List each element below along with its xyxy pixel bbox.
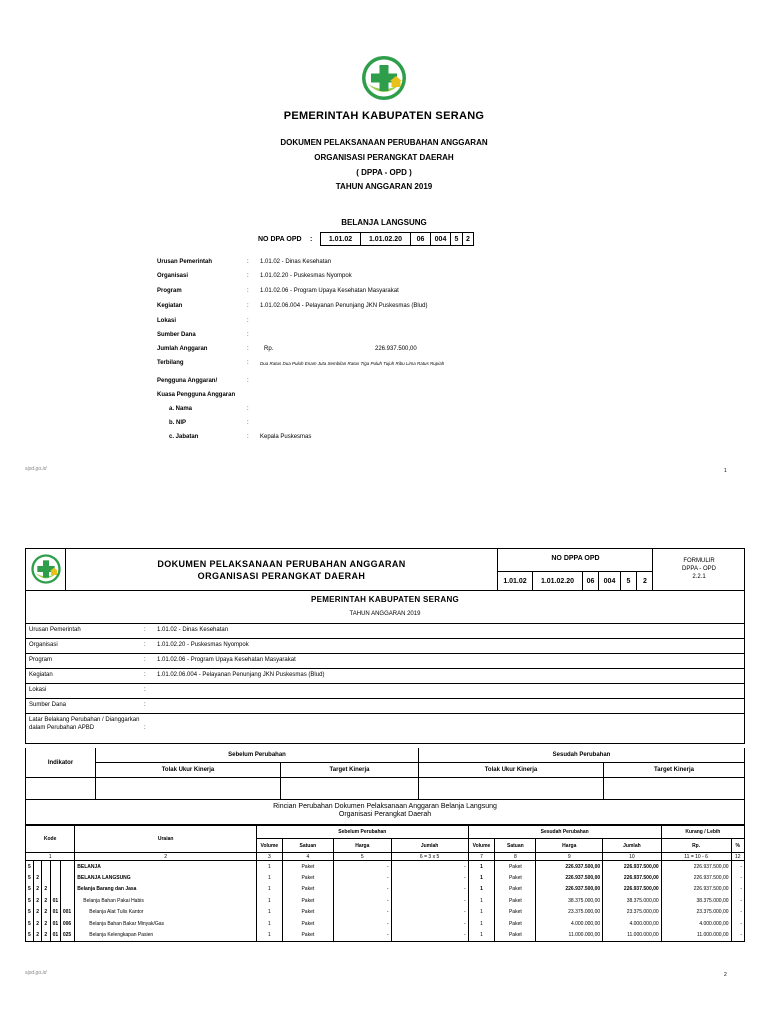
kode-cell: 01 bbox=[50, 895, 60, 907]
doc-title-line: ( DPPA - OPD ) bbox=[356, 168, 412, 177]
info-row bbox=[157, 360, 557, 370]
sesudah-header: Sesudah Perubahan bbox=[419, 748, 744, 763]
info-row bbox=[157, 420, 557, 430]
col-number: 8 bbox=[495, 853, 536, 861]
kode-cell: 5 bbox=[26, 872, 34, 884]
kode-cell: 2 bbox=[34, 884, 42, 896]
col-number: 10 bbox=[603, 853, 662, 861]
kode-cell bbox=[50, 872, 60, 884]
indikator-empty bbox=[281, 778, 419, 799]
tahun-anggaran: TAHUN ANGGARAN 2019 bbox=[349, 611, 421, 617]
info-row bbox=[157, 318, 557, 328]
jumlah-cell: 226.937.500,00 bbox=[603, 884, 662, 896]
col-number: 6 = 3 x 5 bbox=[391, 853, 468, 861]
tolak-ukur-header: Tolak Ukur Kinerja bbox=[419, 763, 604, 778]
kurang-lebih-header: Kurang / Lebih bbox=[661, 826, 744, 839]
terbilang-value: Dua Ratus Dua Puluh Enam Juta Sembilan Ratus Tiga Puluh Tujuh Ribu Lima Ratus Rupiah bbox=[260, 361, 445, 366]
satuan-cell: Paket bbox=[282, 907, 333, 919]
info-key: b. NIP bbox=[169, 420, 187, 426]
no-dppa-box: 004 bbox=[599, 572, 621, 590]
satuan-cell: Paket bbox=[282, 918, 333, 930]
selisih-pct-cell: - bbox=[731, 895, 744, 907]
selisih-rp-cell: 38.375.000,00 bbox=[661, 895, 731, 907]
uraian-cell: Belanja Alat Tulis Kantor bbox=[75, 907, 257, 919]
kode-cell: 5 bbox=[26, 884, 34, 896]
belanja-heading: BELANJA LANGSUNG bbox=[341, 218, 427, 227]
jumlah-cell: 11.000.000,00 bbox=[603, 930, 662, 942]
kode-cell bbox=[60, 884, 74, 896]
kode-cell bbox=[42, 872, 50, 884]
harga-cell: - bbox=[334, 872, 392, 884]
satuan-cell: Paket bbox=[495, 907, 536, 919]
info-row bbox=[25, 699, 745, 714]
info-colon: : bbox=[247, 420, 249, 426]
page-1 bbox=[0, 0, 768, 490]
harga-cell: 4.000.000,00 bbox=[536, 918, 603, 930]
satuan-cell: Paket bbox=[282, 872, 333, 884]
info-value: 1.01.02.06 - Program Upaya Kesehatan Masyarakat bbox=[260, 288, 399, 294]
info-row bbox=[25, 654, 745, 669]
kode-cell: 2 bbox=[34, 918, 42, 930]
uraian-header: Uraian bbox=[75, 826, 257, 853]
info-value: 1.01.02 - Dinas Kesehatan bbox=[157, 627, 229, 633]
col-number: 7 bbox=[468, 853, 495, 861]
jumlah-cell: 23.375.000,00 bbox=[603, 907, 662, 919]
harga-cell: 226.937.500,00 bbox=[536, 872, 603, 884]
info-value: Rp. bbox=[264, 346, 274, 352]
doc-title-line: ORGANISASI PERANGKAT DAERAH bbox=[197, 571, 366, 581]
kode-cell: 025 bbox=[60, 930, 74, 942]
no-dpa-label: NO DPA OPD bbox=[258, 235, 302, 243]
no-dppa-label: NO DPPA OPD bbox=[551, 555, 600, 562]
kode-cell bbox=[42, 861, 50, 873]
kode-cell: 2 bbox=[42, 884, 50, 896]
selisih-rp-cell: 226.937.500,00 bbox=[661, 872, 731, 884]
health-emblem-icon bbox=[360, 54, 408, 102]
table-row bbox=[26, 884, 745, 896]
info-value: 1.01.02.06.004 - Pelayanan Penunjang JKN Puskesmas (Blud) bbox=[157, 672, 325, 678]
info-colon: : bbox=[247, 378, 249, 384]
harga-cell: - bbox=[334, 907, 392, 919]
selisih-pct-cell: - bbox=[731, 872, 744, 884]
no-dpa-colon: : bbox=[310, 235, 313, 243]
satuan-cell: Paket bbox=[495, 918, 536, 930]
satuan-cell: Paket bbox=[495, 884, 536, 896]
kode-cell: 2 bbox=[34, 907, 42, 919]
selisih-pct-cell: - bbox=[731, 930, 744, 942]
jumlah-cell: 226.937.500,00 bbox=[603, 861, 662, 873]
info-key: Jumlah Anggaran bbox=[157, 346, 208, 352]
jumlah-anggaran-amount: 226.937.500,00 bbox=[375, 346, 417, 352]
health-emblem-icon bbox=[30, 552, 62, 586]
volume-cell: 1 bbox=[257, 907, 283, 919]
info-key: Organisasi bbox=[157, 273, 189, 279]
page-number: 2 bbox=[724, 972, 727, 978]
jumlah-cell: 226.937.500,00 bbox=[603, 872, 662, 884]
info-row bbox=[157, 346, 557, 356]
satuan-header: Satuan bbox=[495, 839, 536, 853]
formulir-line: 2.2.1 bbox=[692, 574, 706, 580]
page2-gov-block bbox=[25, 591, 745, 624]
volume-cell: 1 bbox=[468, 907, 495, 919]
info-row bbox=[157, 406, 557, 416]
info-key: a. Nama bbox=[169, 406, 193, 412]
info-colon: : bbox=[247, 259, 249, 265]
no-dpa-box: 1.01.02 bbox=[320, 232, 360, 246]
indikator-label: Indikator bbox=[26, 748, 96, 778]
selisih-rp-cell: 23.375.000,00 bbox=[661, 907, 731, 919]
harga-cell: 38.375.000,00 bbox=[536, 895, 603, 907]
info-key: Terbilang bbox=[157, 360, 184, 366]
jumlah-cell: - bbox=[391, 895, 468, 907]
harga-cell: - bbox=[334, 884, 392, 896]
info-row bbox=[25, 684, 745, 699]
volume-cell: 1 bbox=[468, 861, 495, 873]
sebelum-header: Sebelum Perubahan bbox=[96, 748, 419, 763]
pct-header: % bbox=[731, 839, 744, 853]
info-row bbox=[157, 273, 557, 283]
info-key: Kegiatan bbox=[29, 672, 53, 678]
formulir-cell bbox=[653, 549, 745, 590]
info-row bbox=[25, 639, 745, 654]
footer-note: sipd.go.id bbox=[25, 970, 47, 976]
target-header: Target Kinerja bbox=[281, 763, 419, 778]
info-key: Organisasi bbox=[29, 642, 58, 648]
jumlah-header: Jumlah bbox=[603, 839, 662, 853]
jumlah-cell: - bbox=[391, 907, 468, 919]
col-number: 11 = 10 - 6 bbox=[661, 853, 731, 861]
info-colon: : bbox=[247, 273, 249, 279]
harga-header: Harga bbox=[334, 839, 392, 853]
page-number: 1 bbox=[724, 468, 727, 474]
page2-info-rows bbox=[25, 624, 745, 744]
kode-cell: 5 bbox=[26, 918, 34, 930]
kode-cell: 2 bbox=[42, 918, 50, 930]
info-colon: : bbox=[247, 406, 249, 412]
kode-cell bbox=[50, 861, 60, 873]
info-key: Program bbox=[29, 657, 53, 663]
kode-cell bbox=[60, 861, 74, 873]
col-number: 9 bbox=[536, 853, 603, 861]
jumlah-header: Jumlah bbox=[391, 839, 468, 853]
kode-cell bbox=[60, 872, 74, 884]
indikator-empty bbox=[96, 778, 281, 799]
info-key: Program bbox=[157, 288, 182, 294]
indikator-table bbox=[25, 748, 745, 800]
harga-cell: - bbox=[334, 861, 392, 873]
col-number: 2 bbox=[75, 853, 257, 861]
table-row bbox=[26, 918, 745, 930]
volume-cell: 1 bbox=[468, 872, 495, 884]
selisih-pct-cell: - bbox=[731, 884, 744, 896]
info-key: Kuasa Pengguna Anggaran bbox=[157, 392, 236, 398]
jumlah-cell: - bbox=[391, 872, 468, 884]
info-row bbox=[25, 669, 745, 684]
kode-cell bbox=[34, 861, 42, 873]
kode-cell: 5 bbox=[26, 861, 34, 873]
volume-header: Volume bbox=[257, 839, 283, 853]
volume-cell: 1 bbox=[468, 918, 495, 930]
info-colon: : bbox=[247, 360, 249, 366]
harga-cell: - bbox=[334, 918, 392, 930]
info-key: Pengguna Anggaran/ bbox=[157, 378, 218, 384]
info-row bbox=[157, 332, 557, 342]
kode-cell: 2 bbox=[34, 872, 42, 884]
info-key: Lokasi bbox=[157, 318, 177, 324]
volume-cell: 1 bbox=[468, 930, 495, 942]
kode-cell bbox=[50, 884, 60, 896]
kode-cell: 01 bbox=[50, 907, 60, 919]
harga-cell: 226.937.500,00 bbox=[536, 884, 603, 896]
no-dpa-box: 004 bbox=[430, 232, 450, 246]
info-colon: : bbox=[144, 642, 146, 648]
table-row bbox=[26, 907, 745, 919]
jumlah-cell: - bbox=[391, 884, 468, 896]
formulir-line: FORMULIR bbox=[683, 558, 715, 564]
uraian-cell: Belanja Kelengkapan Pasien bbox=[75, 930, 257, 942]
gov-title: PEMERINTAH KABUPATEN SERANG bbox=[310, 595, 460, 604]
sebelum-header: Sebelum Perubahan bbox=[257, 826, 469, 839]
info-value: 1.01.02 - Dinas Kesehatan bbox=[260, 259, 332, 265]
doc-title-cell bbox=[66, 549, 498, 590]
col-number: 1 bbox=[26, 853, 75, 861]
no-dpa-box: 5 bbox=[450, 232, 462, 246]
rincian-line: Organisasi Perangkat Daerah bbox=[338, 811, 432, 818]
info-key: Sumber Dana bbox=[157, 332, 196, 338]
volume-cell: 1 bbox=[257, 918, 283, 930]
jumlah-cell: 4.000.000,00 bbox=[603, 918, 662, 930]
indikator-empty bbox=[419, 778, 604, 799]
selisih-pct-cell: - bbox=[731, 861, 744, 873]
satuan-cell: Paket bbox=[495, 872, 536, 884]
uraian-cell: Belanja Bahan Bakar Minyak/Gas bbox=[75, 918, 257, 930]
info-colon: : bbox=[144, 702, 146, 708]
tolak-ukur-header: Tolak Ukur Kinerja bbox=[96, 763, 281, 778]
harga-header: Harga bbox=[536, 839, 603, 853]
info-value: 1.01.02.06 - Program Upaya Kesehatan Masyarakat bbox=[157, 657, 296, 663]
kode-cell: 001 bbox=[60, 907, 74, 919]
rincian-title bbox=[25, 800, 745, 825]
uraian-cell: Belanja Barang dan Jasa bbox=[75, 884, 257, 896]
doc-title-line: TAHUN ANGGARAN 2019 bbox=[335, 182, 433, 191]
info-value: 1.01.02.06.004 - Pelayanan Penunjang JKN Puskesmas (Blud) bbox=[260, 303, 428, 309]
info-colon: : bbox=[247, 318, 249, 324]
uraian-cell: Belanja Bahan Pakai Habis bbox=[75, 895, 257, 907]
no-dpa-row bbox=[258, 232, 474, 246]
selisih-rp-cell: 226.937.500,00 bbox=[661, 861, 731, 873]
kode-cell bbox=[60, 895, 74, 907]
selisih-pct-cell: - bbox=[731, 918, 744, 930]
col-number: 3 bbox=[257, 853, 283, 861]
no-dpa-box: 1.01.02.20 bbox=[360, 232, 410, 246]
kode-header: Kode bbox=[26, 826, 75, 853]
rincian-table bbox=[25, 825, 745, 942]
table-row bbox=[26, 930, 745, 942]
info-colon: : bbox=[144, 627, 146, 633]
info-row bbox=[157, 303, 557, 313]
satuan-cell: Paket bbox=[495, 930, 536, 942]
kode-cell: 2 bbox=[34, 930, 42, 942]
table-row bbox=[26, 861, 745, 873]
col-number: 12 bbox=[731, 853, 744, 861]
indikator-empty bbox=[26, 778, 96, 799]
target-header: Target Kinerja bbox=[604, 763, 744, 778]
info-value: 1.01.02.20 - Puskesmas Nyompok bbox=[260, 273, 352, 279]
info-row bbox=[25, 714, 745, 744]
table-row bbox=[26, 872, 745, 884]
doc-title-line: DOKUMEN PELAKSANAAN PERUBAHAN ANGGARAN bbox=[157, 559, 406, 569]
satuan-cell: Paket bbox=[282, 861, 333, 873]
volume-header: Volume bbox=[468, 839, 495, 853]
volume-cell: 1 bbox=[257, 884, 283, 896]
volume-cell: 1 bbox=[257, 930, 283, 942]
harga-cell: 226.937.500,00 bbox=[536, 861, 603, 873]
harga-cell: 23.375.000,00 bbox=[536, 907, 603, 919]
volume-cell: 1 bbox=[257, 872, 283, 884]
no-dppa-box: 2 bbox=[643, 577, 647, 585]
selisih-rp-cell: 226.937.500,00 bbox=[661, 884, 731, 896]
jumlah-cell: - bbox=[391, 930, 468, 942]
doc-title-line: ORGANISASI PERANGKAT DAERAH bbox=[314, 153, 454, 162]
page2-header bbox=[25, 548, 745, 591]
selisih-rp-cell: 11.000.000,00 bbox=[661, 930, 731, 942]
info-value: 1.01.02.20 - Puskesmas Nyompok bbox=[157, 642, 249, 648]
no-dppa-box: 1.01.02 bbox=[498, 572, 533, 590]
info-key: Urusan Pemerintah bbox=[29, 627, 81, 633]
info-row bbox=[157, 392, 557, 402]
kode-cell: 2 bbox=[42, 895, 50, 907]
harga-cell: - bbox=[334, 930, 392, 942]
info-row bbox=[157, 434, 557, 444]
gov-title: PEMERINTAH KABUPATEN SERANG bbox=[283, 110, 485, 122]
formulir-line: DPPA - OPD bbox=[682, 566, 716, 572]
info-key: Sumber Dana bbox=[29, 702, 67, 708]
jumlah-cell: - bbox=[391, 861, 468, 873]
kode-cell: 2 bbox=[42, 907, 50, 919]
col-number: 4 bbox=[282, 853, 333, 861]
info-row bbox=[157, 378, 557, 388]
info-colon: : bbox=[247, 303, 249, 309]
info-colon: : bbox=[144, 687, 146, 693]
info-key: Kegiatan bbox=[157, 303, 183, 309]
kode-cell: 5 bbox=[26, 895, 34, 907]
no-dppa-box: 5 bbox=[621, 572, 637, 590]
volume-cell: 1 bbox=[468, 895, 495, 907]
info-key: Urusan Pemerintah bbox=[157, 259, 213, 265]
sesudah-header: Sesudah Perubahan bbox=[468, 826, 661, 839]
info-row bbox=[25, 624, 745, 639]
info-colon: : bbox=[247, 434, 249, 440]
table-row bbox=[26, 895, 745, 907]
info-row bbox=[157, 288, 557, 298]
info-row bbox=[157, 259, 557, 269]
latar-key: Latar Belakang Perubahan / Dianggarkan dalam Perubahan APBD bbox=[29, 717, 140, 731]
rincian-rows bbox=[26, 861, 745, 942]
info-key: c. Jabatan bbox=[169, 434, 199, 440]
footer-note: sipd.go.id bbox=[25, 466, 47, 472]
volume-cell: 1 bbox=[257, 895, 283, 907]
no-dpa-box: 06 bbox=[410, 232, 430, 246]
selisih-pct-cell: - bbox=[731, 907, 744, 919]
info-key: Lokasi bbox=[29, 687, 47, 693]
selisih-rp-cell: 4.000.000,00 bbox=[661, 918, 731, 930]
info-colon: : bbox=[247, 332, 249, 338]
kode-cell: 5 bbox=[26, 907, 34, 919]
kode-cell: 01 bbox=[50, 918, 60, 930]
info-colon: : bbox=[144, 657, 146, 663]
col-number: 5 bbox=[334, 853, 392, 861]
rincian-line: Rincian Perubahan Dokumen Pelaksanaan Anggaran Belanja Langsung bbox=[273, 803, 497, 810]
info-colon: : bbox=[247, 346, 249, 352]
uraian-cell: BELANJA bbox=[75, 861, 257, 873]
no-dpa-box: 2 bbox=[462, 232, 474, 246]
jumlah-cell: 38.375.000,00 bbox=[603, 895, 662, 907]
satuan-cell: Paket bbox=[282, 884, 333, 896]
no-dppa-box: 06 bbox=[583, 572, 599, 590]
satuan-cell: Paket bbox=[282, 895, 333, 907]
satuan-cell: Paket bbox=[495, 861, 536, 873]
no-dppa-box: 1.01.02.20 bbox=[533, 572, 583, 590]
kode-cell: 5 bbox=[26, 930, 34, 942]
volume-cell: 1 bbox=[468, 884, 495, 896]
volume-cell: 1 bbox=[257, 861, 283, 873]
kode-cell: 006 bbox=[60, 918, 74, 930]
doc-title-line: DOKUMEN PELAKSANAAN PERUBAHAN ANGGARAN bbox=[280, 138, 488, 147]
no-dppa-cell bbox=[498, 549, 653, 590]
kode-cell: 2 bbox=[34, 895, 42, 907]
uraian-cell: BELANJA LANGSUNG bbox=[75, 872, 257, 884]
satuan-header: Satuan bbox=[282, 839, 333, 853]
satuan-cell: Paket bbox=[495, 895, 536, 907]
info-colon: : bbox=[144, 672, 146, 678]
no-dppa-boxes bbox=[498, 571, 653, 590]
harga-cell: - bbox=[334, 895, 392, 907]
kode-cell: 01 bbox=[50, 930, 60, 942]
logo-cell bbox=[26, 549, 66, 590]
satuan-cell: Paket bbox=[282, 930, 333, 942]
info-colon: : bbox=[144, 725, 146, 731]
jumlah-cell: - bbox=[391, 918, 468, 930]
kode-cell: 2 bbox=[42, 930, 50, 942]
harga-cell: 11.000.000,00 bbox=[536, 930, 603, 942]
rp-header: Rp. bbox=[661, 839, 731, 853]
info-colon: : bbox=[247, 288, 249, 294]
info-value: Kepala Puskesmas bbox=[260, 434, 312, 440]
